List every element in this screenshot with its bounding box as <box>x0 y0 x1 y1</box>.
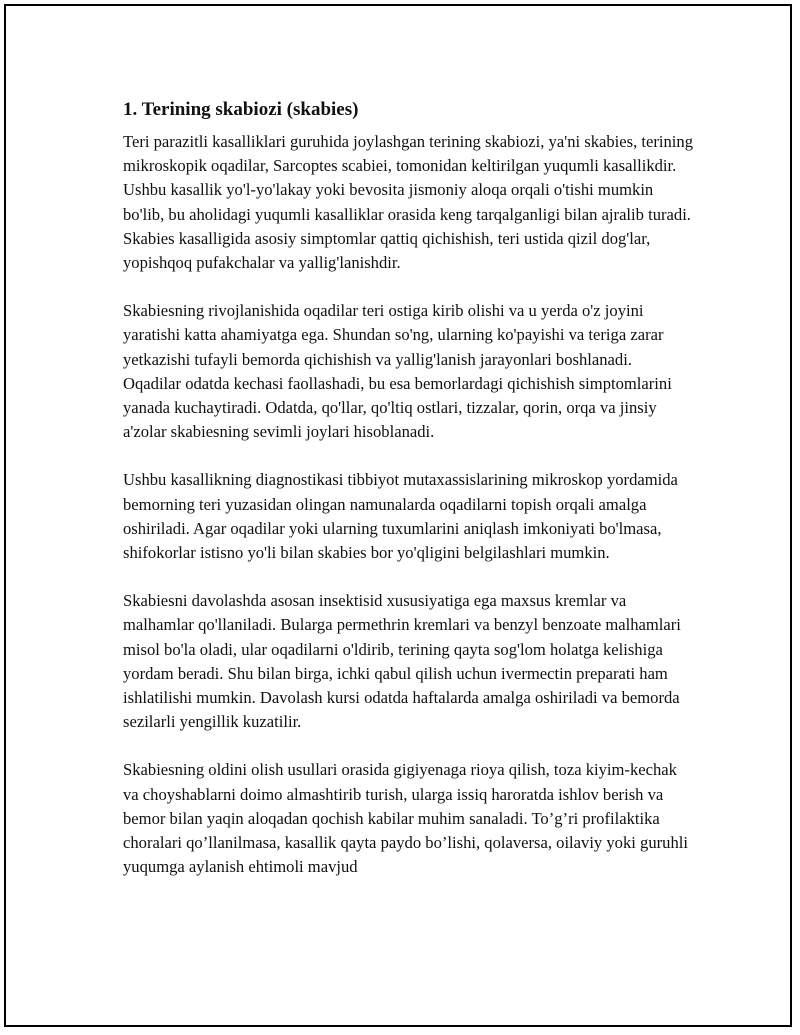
paragraph-5: Skabiesning oldini olish usullari orasida gigiyenaga rioya qilish, toza kiyim-kechak va choyshablarni doimo almashtirib turish, ularga issiq haroratda ishlov berish va bemor bilan yaqin aloqadan qochish kabilar muhim sanaladi. To’g’ri profilaktika choralari qo’llanilmasa, kasallik qayta paydo bo’lishi, qolaversa, oilaviy yoki guruhli yuqumga aylanish ehtimoli mavjud <box>123 760 688 877</box>
paragraph-3: Ushbu kasallikning diagnostikasi tibbiyot mutaxassislarining mikroskop yordamida bemorning teri yuzasidan olingan namunalarda oqadilarni topish orqali amalga oshiriladi. Agar oqadilar yoki ularning tuxumlarini aniqlash imkoniyati bo'lmasa, shifokorlar istisno yo'li bilan skabies bor yo'qligini belgilashlari mumkin. <box>123 470 678 563</box>
paragraph-1: Teri parazitli kasalliklari guruhida joylashgan terining skabiozi, ya'ni skabies, terining mikroskopik oqadilar, Sarcoptes scabiei, tomonidan keltirilgan yuqumli kasallikdir. Ushbu kasallik yo'l-yo'lakay yoki bevosita jismoniy aloqa orqali o'tishi mumkin bo'lib, bu aholidagi yuqumli kasalliklar orasida keng tarqalganligi bilan ajralib turadi. Skabies kasalligida asosiy simptomlar qattiq qichishish, teri ustida qizil dog'lar, yopishqoq pufakchalar va yallig'lanishdir. <box>123 132 694 273</box>
document-body <box>123 98 693 903</box>
section-heading: 1. Terining skabiozi (skabies) <box>123 99 359 120</box>
paragraph-4: Skabiesni davolashda asosan insektisid xususiyatiga ega maxsus kremlar va malhamlar qo'llaniladi. Bularga permethrin kremlari va benzyl benzoate malhamlari misol bo'la oladi, ular oqadilarni o'ldirib, terining qayta sog'lom holatga kelishiga yordam beradi. Shu bilan birga, ichki qabul qilish uchun ivermectin preparati ham ishlatilishi mumkin. Davolash kursi odatda haftalarda amalga oshiriladi va bemorda sezilarli yengillik kuzatilir. <box>123 591 681 732</box>
paragraph-2: Skabiesning rivojlanishida oqadilar teri ostiga kirib olishi va u yerda o'z joyini yaratishi katta ahamiyatga ega. Shundan so'ng, ularning ko'payishi va teriga zarar yetkazishi tufayli bemorda qichishish va yallig'lanish jarayonlari boshlanadi. Oqadilar odatda kechasi faollashadi, bu esa bemorlardagi qichishish simptomlarini yanada kuchaytiradi. Odatda, qo'llar, qo'ltiq ostlari, tizzalar, qorin, orqa va jinsiy a'zolar skabiesning sevimli joylari hisoblanadi. <box>123 301 672 442</box>
page-frame <box>4 4 792 1027</box>
